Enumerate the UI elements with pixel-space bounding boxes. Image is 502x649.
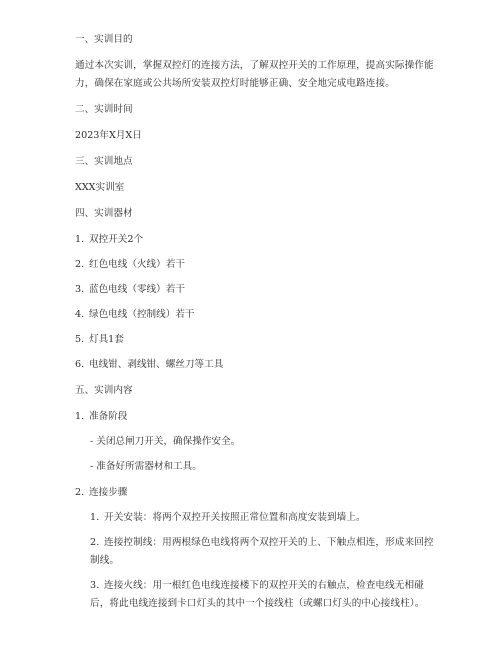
section-heading-time: 二、实训时间: [75, 104, 133, 115]
section-heading-equipment: 四、实训器材: [75, 208, 133, 219]
equipment-list: [75, 231, 440, 374]
connection-step: 1. 开关安装：将两个双控开关按照正常位置和高度安装到墙上。: [90, 512, 366, 523]
section-heading-content: 五、实训内容: [75, 385, 133, 396]
training-location: XXX实训室: [75, 182, 125, 193]
preparation-item: - 准备好所需器材和工具。: [90, 461, 202, 472]
section-heading-location: 三、实训地点: [75, 156, 133, 167]
equipment-item: 3. 蓝色电线（零线）若干: [75, 284, 185, 295]
preparation-item: - 关闭总闸刀开关，确保操作安全。: [90, 436, 241, 447]
equipment-item: 4. 绿色电线（控制线）若干: [75, 309, 195, 320]
equipment-item: 6. 电线钳、剥线钳、螺丝刀等工具: [75, 359, 224, 370]
equipment-item: 1. 双控开关2个: [75, 234, 144, 245]
equipment-item: 5. 灯具1套: [75, 334, 124, 345]
connection-step: 2. 连接控制线：用两根绿色电线将两个双控开关的上、下触点相连，形成来回控制线。: [90, 537, 434, 566]
step-heading-preparation: 1. 准备阶段: [75, 411, 128, 422]
connection-step: 3. 连接火线：用一根红色电线连接楼下的双控开关的右触点，检查电线无相碰后，将此电线连接到卡口灯头的其中一个接线柱（或螺口灯头的中心接线柱）。: [90, 580, 425, 609]
equipment-item: 2. 红色电线（火线）若干: [75, 259, 185, 270]
step-heading-connection: 2. 连接步骤: [75, 487, 128, 498]
training-date: 2023年X月X日: [75, 130, 142, 141]
purpose-paragraph: 通过本次实训，掌握双控灯的连接方法，了解双控开关的工作原理，提高实际操作能力，确保在家庭或公共场所安装双控灯时能够正确、安全地完成电路连接。: [75, 60, 434, 89]
section-heading-purpose: 一、实训目的: [75, 34, 133, 45]
